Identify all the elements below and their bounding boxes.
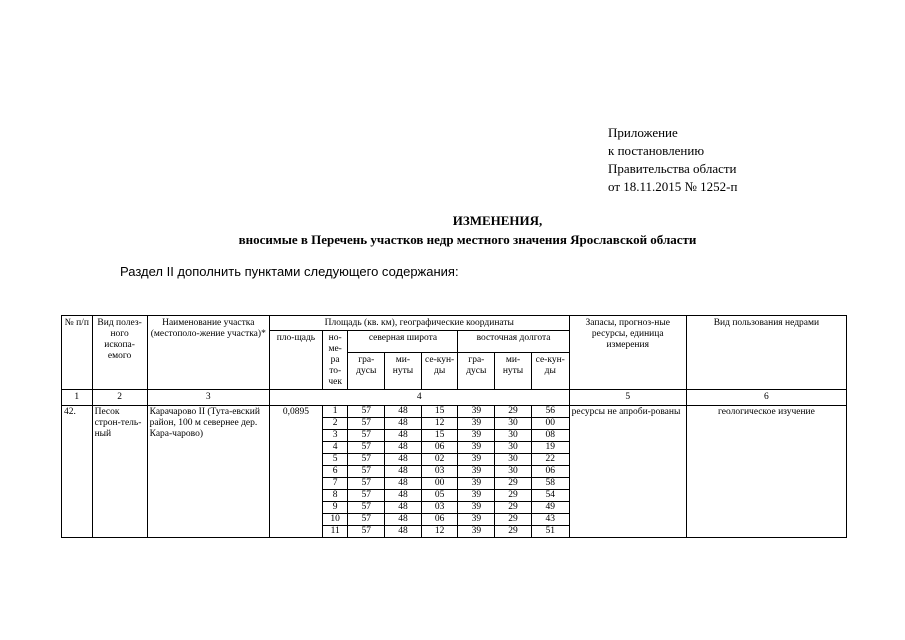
- appendix-line-2: к постановлению: [608, 143, 705, 158]
- coordinate-cell: 19: [531, 442, 569, 454]
- appendix-line-1: Приложение: [608, 125, 678, 140]
- row-num: 42.: [62, 406, 93, 538]
- coordinate-cell: 30: [495, 454, 532, 466]
- col-number: 5: [569, 390, 686, 406]
- col-number: 6: [686, 390, 846, 406]
- coordinate-cell: 39: [458, 478, 495, 490]
- coordinate-cell: 39: [458, 502, 495, 514]
- coordinate-cell: 57: [348, 514, 385, 526]
- coordinate-cell: 57: [348, 466, 385, 478]
- intro-text: Раздел II дополнить пунктами следующего содержания:: [120, 264, 459, 279]
- coordinate-cell: 56: [531, 406, 569, 418]
- header-north-sec: се-кун-ды: [421, 352, 458, 389]
- coordinate-cell: 12: [421, 418, 458, 430]
- coordinate-cell: 54: [531, 490, 569, 502]
- coordinate-cell: 00: [531, 418, 569, 430]
- point-number: 5: [322, 454, 347, 466]
- coordinate-cell: 58: [531, 478, 569, 490]
- coordinate-cell: 48: [385, 478, 422, 490]
- header-east-deg: гра-дусы: [458, 352, 495, 389]
- coordinate-cell: 30: [495, 430, 532, 442]
- coordinate-cell: 29: [495, 490, 532, 502]
- coordinate-cell: 30: [495, 418, 532, 430]
- coordinate-cell: 29: [495, 502, 532, 514]
- coordinate-cell: 48: [385, 490, 422, 502]
- coordinate-cell: 48: [385, 526, 422, 538]
- row-reserves: ресурсы не апроби-рованы: [569, 406, 686, 538]
- coordinate-cell: 02: [421, 454, 458, 466]
- coordinate-cell: 06: [421, 514, 458, 526]
- col-number: 4: [269, 390, 569, 406]
- header-point: но-ме-ра то-чек: [322, 331, 347, 390]
- header-use: Вид пользования недрами: [686, 316, 846, 390]
- coordinate-cell: 48: [385, 418, 422, 430]
- point-number: 6: [322, 466, 347, 478]
- point-number: 7: [322, 478, 347, 490]
- coordinate-cell: 39: [458, 514, 495, 526]
- header-north-latitude: северная широта: [348, 331, 458, 353]
- point-number: 4: [322, 442, 347, 454]
- coordinate-cell: 22: [531, 454, 569, 466]
- coordinate-cell: 30: [495, 466, 532, 478]
- point-number: 9: [322, 502, 347, 514]
- header-east-longitude: восточная долгота: [458, 331, 569, 353]
- document-title: [0, 211, 905, 249]
- coordinate-cell: 48: [385, 406, 422, 418]
- coordinate-cell: 51: [531, 526, 569, 538]
- header-area: пло-щадь: [269, 331, 322, 390]
- coordinate-cell: 39: [458, 466, 495, 478]
- appendix-line-4: от 18.11.2015 № 1252-п: [608, 179, 738, 194]
- coordinate-cell: 48: [385, 454, 422, 466]
- row-area: 0,0895: [269, 406, 322, 538]
- coordinate-cell: 29: [495, 526, 532, 538]
- coordinate-cell: 57: [348, 430, 385, 442]
- coordinate-cell: 15: [421, 406, 458, 418]
- col-number: 1: [62, 390, 93, 406]
- header-area-coords: Площадь (кв. км), географические координаты: [269, 316, 569, 331]
- coordinate-cell: 29: [495, 514, 532, 526]
- coordinate-cell: 57: [348, 442, 385, 454]
- header-east-min: ми-нуты: [495, 352, 532, 389]
- coordinate-cell: 39: [458, 490, 495, 502]
- coordinate-cell: 57: [348, 418, 385, 430]
- coordinate-cell: 48: [385, 430, 422, 442]
- point-number: 2: [322, 418, 347, 430]
- coordinate-cell: 12: [421, 526, 458, 538]
- header-north-deg: гра-дусы: [348, 352, 385, 389]
- point-number: 1: [322, 406, 347, 418]
- coordinate-cell: 06: [531, 466, 569, 478]
- row-name: Карачарово II (Тута-евский район, 100 м севернее дер. Кара-чарово): [147, 406, 269, 538]
- header-north-min: ми-нуты: [385, 352, 422, 389]
- appendix-block: [608, 124, 737, 196]
- coordinate-cell: 30: [495, 442, 532, 454]
- row-mineral: Песок строн-тель-ный: [92, 406, 147, 538]
- coordinate-cell: 49: [531, 502, 569, 514]
- point-number: 8: [322, 490, 347, 502]
- coordinate-cell: 03: [421, 466, 458, 478]
- row-use: геологическое изучение: [686, 406, 846, 538]
- coordinate-cell: 48: [385, 466, 422, 478]
- coordinate-cell: 48: [385, 514, 422, 526]
- coordinate-cell: 39: [458, 454, 495, 466]
- header-mineral: Вид полез-ного ископа-емого: [92, 316, 147, 390]
- coordinate-cell: 29: [495, 406, 532, 418]
- coordinate-cell: 39: [458, 430, 495, 442]
- coordinate-cell: 57: [348, 406, 385, 418]
- coordinate-cell: 43: [531, 514, 569, 526]
- coordinate-cell: 06: [421, 442, 458, 454]
- coordinate-cell: 39: [458, 526, 495, 538]
- title-line-2: вносимые в Перечень участков недр местного значения Ярославской области: [238, 232, 697, 247]
- coordinate-cell: 48: [385, 502, 422, 514]
- coordinate-cell: 57: [348, 526, 385, 538]
- header-reserves: Запасы, прогноз-ные ресурсы, единица измерения: [569, 316, 686, 390]
- table-row: [62, 406, 847, 418]
- coordinate-cell: 57: [348, 490, 385, 502]
- coordinate-cell: 39: [458, 442, 495, 454]
- coordinate-cell: 08: [531, 430, 569, 442]
- coordinate-cell: 03: [421, 502, 458, 514]
- coordinate-cell: 57: [348, 478, 385, 490]
- coordinate-cell: 00: [421, 478, 458, 490]
- point-number: 10: [322, 514, 347, 526]
- point-number: 3: [322, 430, 347, 442]
- col-number: 2: [92, 390, 147, 406]
- header-east-sec: се-кун-ды: [531, 352, 569, 389]
- coordinate-cell: 39: [458, 406, 495, 418]
- coordinate-cell: 48: [385, 442, 422, 454]
- coordinate-cell: 57: [348, 454, 385, 466]
- subsoil-plots-table: [61, 315, 847, 538]
- coordinate-cell: 05: [421, 490, 458, 502]
- coordinate-cell: 39: [458, 418, 495, 430]
- appendix-line-3: Правительства области: [608, 161, 737, 176]
- header-name: Наименование участка (местополо-жение участка)*: [147, 316, 269, 390]
- header-num: № п/п: [62, 316, 93, 390]
- coordinate-cell: 15: [421, 430, 458, 442]
- title-line-1: ИЗМЕНЕНИЯ,: [452, 213, 543, 228]
- point-number: 11: [322, 526, 347, 538]
- coordinate-cell: 29: [495, 478, 532, 490]
- table-body: [62, 406, 847, 538]
- coordinate-cell: 57: [348, 502, 385, 514]
- col-number: 3: [147, 390, 269, 406]
